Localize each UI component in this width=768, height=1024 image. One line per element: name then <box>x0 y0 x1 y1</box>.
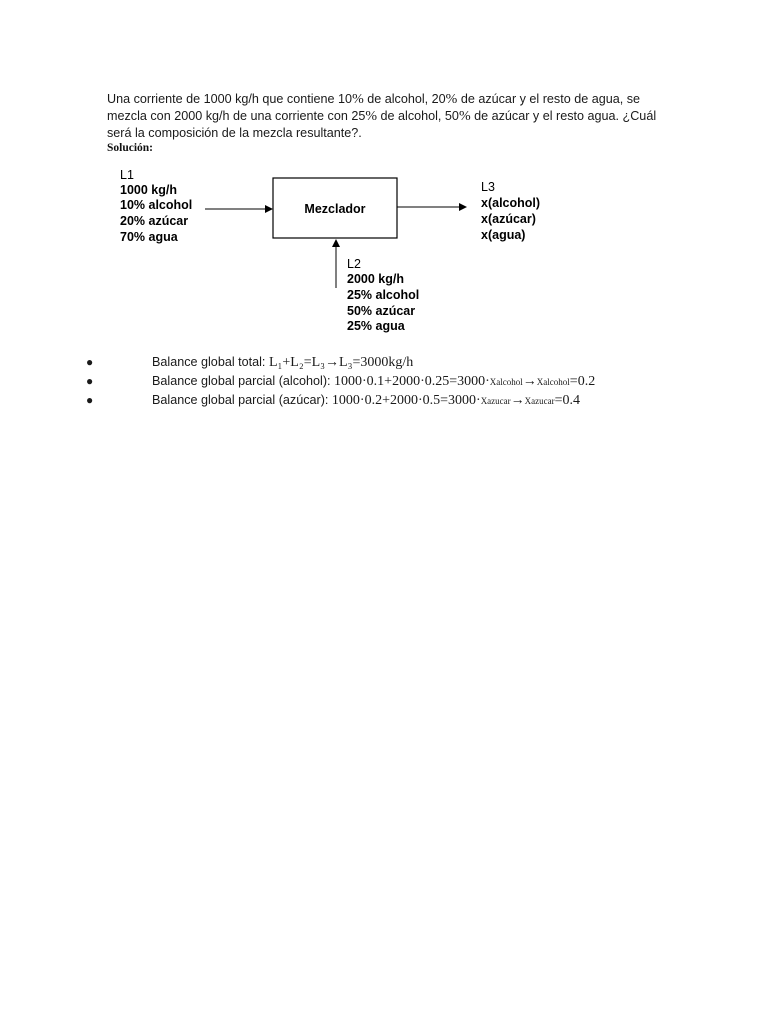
balance-label: Balance global parcial (alcohol): <box>152 374 335 388</box>
percent-sign: % <box>365 109 378 124</box>
bullet-icon: ● <box>86 374 94 388</box>
variable-x-alcohol: Xalcohol <box>536 377 570 387</box>
l2-name: L2 <box>347 257 361 271</box>
l3-alcohol: x(alcohol) <box>481 196 541 210</box>
l1-alcohol: 10% alcohol <box>120 198 193 212</box>
list-item <box>0 355 768 373</box>
text-segment: Una corriente de 1000 kg/h que contiene 10 <box>107 92 353 106</box>
balance-text <box>152 374 595 390</box>
list-item <box>0 393 768 411</box>
percent-sign: % <box>445 92 458 107</box>
balance-text <box>152 355 413 371</box>
arrow-icon: → <box>510 393 525 408</box>
text-segment: de alcohol, 20 <box>363 92 446 106</box>
l2-flow: 2000 kg/h <box>347 272 404 286</box>
balance-equation: 1000·0.2+2000·0.5=3000· <box>331 393 481 408</box>
variable-x-azucar: Xazucar <box>524 396 555 406</box>
l2-sugar: 50% azúcar <box>347 304 416 318</box>
l3-sugar: x(azúcar) <box>481 212 536 226</box>
percent-sign: % <box>352 92 364 107</box>
text-segment: de alcohol, 50 <box>377 109 459 123</box>
balance-text <box>152 393 580 409</box>
text-segment: mezcla con 2000 kg/h de una corriente con 25 <box>107 109 366 123</box>
balance-result: =0.4 <box>554 393 581 408</box>
balance-label: Balance global parcial (azúcar): <box>152 393 332 407</box>
bullet-icon: ● <box>86 355 94 369</box>
solution-label: Solución: <box>107 142 154 154</box>
bullet-icon: ● <box>86 393 94 407</box>
arrow-icon: → <box>522 374 537 389</box>
l1-sugar: 20% azúcar <box>120 214 189 228</box>
balance-equation: 1000·0.1+2000·0.25=3000· <box>334 374 490 389</box>
list-item <box>0 374 768 392</box>
text-segment: de azúcar y el resto de agua, se <box>457 92 641 106</box>
variable-x-azucar: Xazucar <box>480 396 511 406</box>
l1-name: L1 <box>120 168 134 182</box>
l3-name: L3 <box>481 180 495 194</box>
text-segment: de azúcar y el resto agua. ¿Cuál <box>470 109 657 123</box>
mixer-label: Mezclador <box>304 202 366 216</box>
variable-x-alcohol: Xalcohol <box>489 377 523 387</box>
l1-water: 70% agua <box>120 230 178 244</box>
problem-line-3: será la composición de la mezcla resultante?. <box>107 126 362 140</box>
l1-flow: 1000 kg/h <box>120 183 177 197</box>
balance-label: Balance global total: <box>152 355 269 369</box>
l2-water: 25% agua <box>347 319 405 333</box>
l3-water: x(agua) <box>481 228 526 242</box>
balance-result: =0.2 <box>569 374 596 389</box>
mixer-diagram <box>0 0 768 350</box>
l2-alcohol: 25% alcohol <box>347 288 420 302</box>
percent-sign: % <box>458 109 471 124</box>
balance-equation: L₁+L₂=L₃→L₃=3000kg/h <box>268 355 414 370</box>
